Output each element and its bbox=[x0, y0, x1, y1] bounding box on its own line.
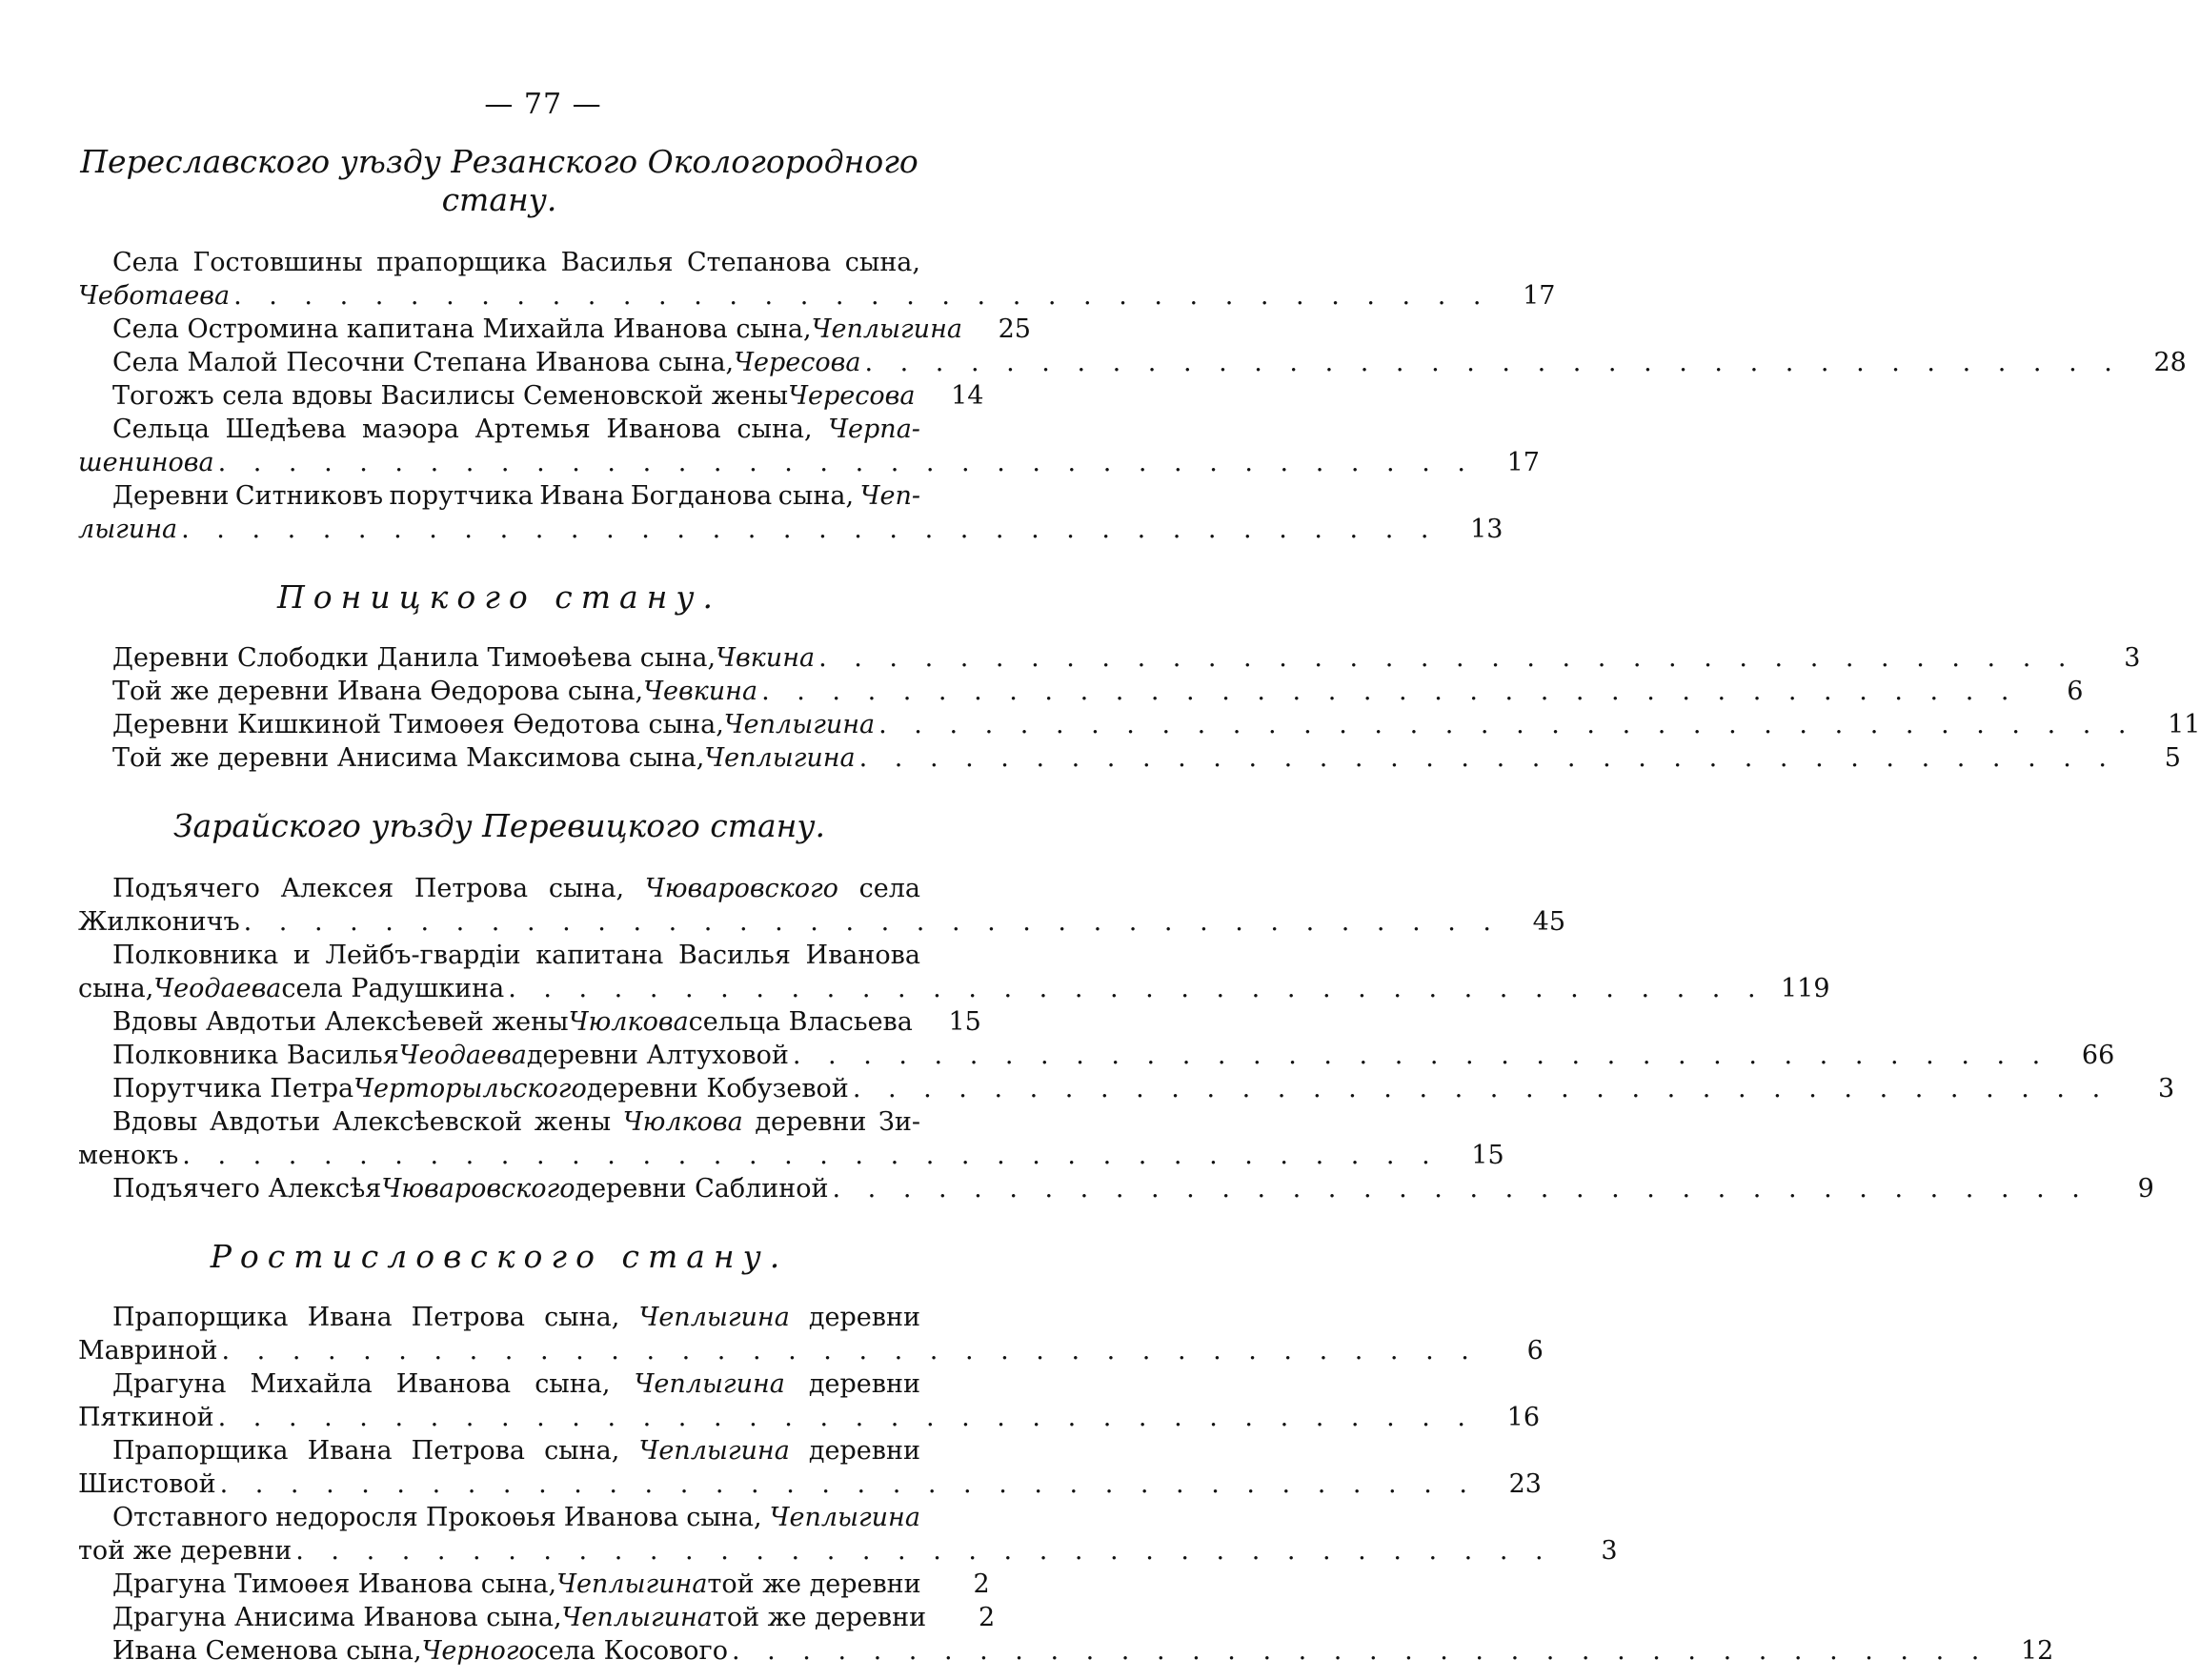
entry-count: 6 bbox=[2067, 677, 2084, 706]
place-text: деревни Алтуховой bbox=[526, 1041, 789, 1070]
entry-text bbox=[112, 379, 915, 413]
list-entry bbox=[78, 872, 1565, 939]
entry-count: 2 bbox=[978, 1603, 996, 1632]
list-entry bbox=[78, 708, 2200, 741]
entry-line bbox=[78, 479, 920, 513]
word: и bbox=[293, 941, 311, 970]
dot-leader: . . . . . . . . . . . . . . . . . . . . . . . . . . . . . . . . . . . . bbox=[852, 1074, 2110, 1103]
surname: Чевкина bbox=[643, 677, 758, 706]
word: Подъячего bbox=[112, 874, 260, 903]
plain-text: Жилконичъ bbox=[78, 907, 240, 937]
entry-text bbox=[112, 641, 815, 675]
word: маэора bbox=[362, 415, 459, 444]
plain-text: Тогожъ села вдовы Василисы Семеновской жены bbox=[112, 381, 789, 411]
dot-leader: . . . . . . . . . . . . . . . . . . . . . . . . . . . . . . . . . . . . bbox=[233, 281, 1491, 311]
surname: Чеодаева bbox=[398, 1041, 527, 1070]
entry-line bbox=[78, 1467, 1542, 1501]
entry-text bbox=[112, 1501, 920, 1534]
dot-leader: . . . . . . . . . . . . . . . . . . . . . . . . . . . . . . . . . . . . bbox=[864, 348, 2122, 377]
entry-count: 13 bbox=[1470, 515, 1504, 544]
list-entry bbox=[78, 1301, 1544, 1367]
dot-leader: . . . . . . . . . . . . . . . . . . . . . . . . . . . . . . . . . . . . bbox=[878, 710, 2136, 739]
entry-text bbox=[112, 246, 920, 279]
surname: Черного bbox=[421, 1636, 535, 1666]
plain-text: Подъячего Алексѣя bbox=[112, 1174, 382, 1204]
word: сына, bbox=[548, 874, 625, 903]
entry-text bbox=[112, 1105, 920, 1139]
word: Ситниковъ bbox=[234, 481, 384, 511]
word: порутчика bbox=[389, 481, 534, 511]
surname: Черторыльского bbox=[353, 1074, 587, 1103]
plain-text: Той же деревни Анисима Максимова сына, bbox=[112, 743, 705, 773]
entry-text bbox=[78, 1401, 214, 1434]
entry-line bbox=[78, 905, 1565, 939]
list-entry bbox=[78, 641, 2141, 675]
entry-count: 45 bbox=[1532, 907, 1565, 937]
word: капитана bbox=[535, 941, 664, 970]
entry-text bbox=[112, 708, 875, 741]
entry-count: 3 bbox=[2157, 1074, 2175, 1103]
entry-text bbox=[112, 1072, 849, 1105]
entry-count: 15 bbox=[1471, 1141, 1504, 1170]
word: Ивана bbox=[307, 1303, 393, 1332]
entry-text bbox=[112, 939, 920, 972]
entry-line bbox=[78, 413, 920, 446]
entry-line bbox=[78, 1105, 920, 1139]
entry-line bbox=[78, 1434, 920, 1467]
entry-line bbox=[78, 1568, 990, 1601]
word: Прапорщика bbox=[112, 1436, 289, 1466]
entry-text bbox=[78, 513, 177, 546]
place-text: той же деревни bbox=[707, 1569, 921, 1599]
list-entry bbox=[78, 313, 1031, 346]
entry-line bbox=[78, 1401, 1540, 1434]
entry-count: 5 bbox=[2164, 743, 2181, 773]
list-entry bbox=[78, 1634, 2054, 1668]
entry-text bbox=[112, 1601, 926, 1634]
word: Лейбъ-гвардіи bbox=[325, 941, 521, 970]
word: Черпа- bbox=[828, 415, 920, 444]
entry-line bbox=[78, 246, 920, 279]
surname: Чересова bbox=[734, 348, 861, 377]
entry-count: 119 bbox=[1781, 974, 1830, 1003]
entry-line bbox=[78, 972, 1830, 1005]
surname: Чеплыгина bbox=[556, 1569, 708, 1599]
word: Алексея bbox=[280, 874, 394, 903]
entry-text bbox=[112, 1172, 829, 1205]
word: Авдотьи bbox=[210, 1107, 321, 1137]
dot-leader: . . . . . . . . . . . . . . . . . . . . . . . . . . . . . . . . . . . . bbox=[243, 907, 1501, 937]
entry-count: 11 bbox=[2168, 710, 2200, 739]
list-entry bbox=[78, 1434, 1542, 1501]
surname: Чеодаева bbox=[153, 974, 282, 1003]
surname: лыгина bbox=[78, 515, 178, 544]
entry-line bbox=[78, 379, 984, 413]
word: Степанова bbox=[687, 248, 832, 277]
plain-text: Драгуна Тимоѳея Иванова сына, bbox=[112, 1569, 557, 1599]
place-text: села Косового bbox=[534, 1636, 728, 1666]
word: деревни bbox=[808, 1303, 920, 1332]
word: Деревни bbox=[112, 481, 230, 511]
word: Петрова bbox=[411, 1303, 525, 1332]
entry-text bbox=[112, 872, 920, 905]
dot-leader: . . . . . . . . . . . . . . . . . . . . . . . . . . . . . . . . . . . . bbox=[731, 1636, 1989, 1666]
entry-text bbox=[78, 1467, 216, 1501]
list-entry bbox=[78, 1501, 1618, 1568]
entry-text bbox=[78, 1139, 178, 1172]
entry-line bbox=[78, 675, 2084, 708]
entry-line bbox=[78, 1005, 981, 1039]
word: Сельца bbox=[112, 415, 210, 444]
entry-text bbox=[78, 972, 504, 1005]
entry-text bbox=[112, 313, 962, 346]
word: Прапорщика bbox=[112, 1303, 289, 1332]
entry-line bbox=[78, 1601, 996, 1634]
entry-count: 2 bbox=[973, 1569, 990, 1599]
plain-text: Драгуна Анисима Иванова сына, bbox=[112, 1603, 562, 1632]
section bbox=[78, 578, 2200, 775]
entry-line bbox=[78, 513, 1504, 546]
word: Драгуна bbox=[112, 1369, 227, 1399]
entry-line bbox=[78, 346, 2187, 379]
section-heading: Зарайского уѣзду Перевицкого стану. bbox=[172, 807, 826, 844]
surname: шенинова bbox=[78, 448, 214, 477]
plain-text: Деревни Кишкиной Тимоѳея Ѳедотова сына, bbox=[112, 710, 724, 739]
entry-text bbox=[112, 1367, 920, 1401]
entry-line bbox=[78, 1367, 920, 1401]
entry-text bbox=[112, 1568, 921, 1601]
dot-leader: . . . . . . . . . . . . . . . . . . . . . . . . . . . . . . . . . . . . bbox=[221, 1336, 1479, 1366]
surname: Чеплыгина bbox=[561, 1603, 713, 1632]
plain-text: Села Остромина капитана Михайла Иванова сына, bbox=[112, 314, 812, 344]
plain-text: Той же деревни Ивана Ѳедорова сына, bbox=[112, 677, 644, 706]
word: сына, bbox=[844, 248, 920, 277]
list-entry bbox=[78, 413, 1540, 479]
entry-line bbox=[78, 1172, 2154, 1205]
list-entry bbox=[78, 741, 2181, 775]
place-text: той же деревни bbox=[712, 1603, 927, 1632]
entry-line bbox=[78, 1139, 1504, 1172]
word: Артемья bbox=[474, 415, 591, 444]
word: Шедѣева bbox=[225, 415, 347, 444]
word: села bbox=[858, 874, 920, 903]
entry-count: 9 bbox=[2137, 1174, 2154, 1204]
word: недоросля bbox=[275, 1503, 418, 1532]
entry-text bbox=[112, 675, 757, 708]
plain-text: Села Малой Песочни Степана Иванова сына, bbox=[112, 348, 735, 377]
plain-text: Шистовой bbox=[78, 1469, 216, 1499]
plain-text: Полковника Василья bbox=[112, 1041, 399, 1070]
surname: Чеплыгина bbox=[704, 743, 856, 773]
dot-leader: . . . . . . . . . . . . . . . . . . . . . . . . . . . . . . . . . . . . bbox=[508, 974, 1766, 1003]
place-text: деревни Кобузевой bbox=[586, 1074, 849, 1103]
surname: Чересова bbox=[788, 381, 916, 411]
entry-count: 3 bbox=[1601, 1536, 1618, 1566]
word: Полковника bbox=[112, 941, 279, 970]
dot-leader: . . . . . . . . . . . . . . . . . . . . . . . . . . . . . . . . . . . . bbox=[832, 1174, 2089, 1204]
plain-text: Порутчика Петра bbox=[112, 1074, 354, 1103]
entry-line bbox=[78, 313, 1031, 346]
dot-leader: . . . . . . . . . . . . . . . . . . . . . . . . . . . . . . . . . . . . bbox=[858, 743, 2116, 773]
list-entry bbox=[78, 1172, 2154, 1205]
word: Прокоѳья bbox=[425, 1503, 556, 1532]
section bbox=[78, 807, 2175, 1205]
entry-text bbox=[112, 479, 920, 513]
entry-text bbox=[78, 905, 240, 939]
entry-line bbox=[78, 446, 1540, 479]
word: Алексѣевской bbox=[332, 1107, 523, 1137]
entry-text bbox=[78, 1334, 217, 1367]
list-entry bbox=[78, 379, 984, 413]
entry-line bbox=[78, 741, 2181, 775]
list-entry bbox=[78, 1039, 2115, 1072]
word: Чеплыгина bbox=[634, 1369, 785, 1399]
word: Отставного bbox=[112, 1503, 269, 1532]
list-entry bbox=[78, 939, 1830, 1005]
word: Петрова bbox=[411, 1436, 525, 1466]
entry-count: 12 bbox=[2020, 1636, 2054, 1666]
entry-line bbox=[78, 1534, 1618, 1568]
word: Богданова bbox=[630, 481, 773, 511]
dot-leader: . . . . . . . . . . . . . . . . . . . . . . . . . . . . . . . . . . . . bbox=[818, 643, 2076, 673]
entry-text bbox=[112, 1039, 789, 1072]
plain-text: менокъ bbox=[78, 1141, 179, 1170]
list-entry bbox=[78, 1072, 2175, 1105]
surname: Чюлкова bbox=[568, 1007, 689, 1037]
plain-text: Мавриной bbox=[78, 1336, 218, 1366]
word: Иванова bbox=[805, 941, 920, 970]
list-entry bbox=[78, 346, 2187, 379]
place-text: села Радушкина bbox=[281, 974, 505, 1003]
section bbox=[78, 1238, 2054, 1668]
entry-count: 25 bbox=[998, 314, 1031, 344]
word: Гостовшины bbox=[192, 248, 363, 277]
word: Зи- bbox=[878, 1107, 920, 1137]
entry-count: 23 bbox=[1508, 1469, 1542, 1499]
word: Ивана bbox=[539, 481, 625, 511]
surname: Чеплыгина bbox=[723, 710, 876, 739]
entry-text bbox=[78, 279, 230, 313]
section-heading: Ростисловского стану. bbox=[210, 1238, 789, 1275]
word: Вдовы bbox=[112, 1107, 198, 1137]
word: Чеплыгина bbox=[638, 1436, 790, 1466]
entry-count: 17 bbox=[1523, 281, 1556, 311]
word: сына, bbox=[544, 1436, 620, 1466]
entry-line bbox=[78, 641, 2141, 675]
word: деревни bbox=[808, 1369, 920, 1399]
word: Чюваровского bbox=[644, 874, 838, 903]
entry-line bbox=[78, 1501, 920, 1534]
entry-text bbox=[112, 413, 920, 446]
entry-count: 16 bbox=[1506, 1403, 1540, 1432]
word: сына, bbox=[535, 1369, 611, 1399]
entry-count: 15 bbox=[948, 1007, 981, 1037]
entry-line bbox=[78, 872, 920, 905]
plain-text: Пяткиной bbox=[78, 1403, 214, 1432]
word: Чеплыгина bbox=[638, 1303, 790, 1332]
entry-text bbox=[78, 1534, 292, 1568]
plain-text: Деревни Слободки Данила Тимоѳѣева сына, bbox=[112, 643, 717, 673]
word: Села bbox=[112, 248, 179, 277]
entry-text bbox=[112, 1634, 728, 1668]
word: Иванова bbox=[563, 1503, 679, 1532]
text-column bbox=[78, 143, 2200, 1668]
entry-line bbox=[78, 1072, 2175, 1105]
word: Чеп- bbox=[859, 481, 920, 511]
word: Петрова bbox=[414, 874, 529, 903]
list-entry bbox=[78, 1105, 1504, 1172]
plain-text: Вдовы Авдотьи Алексѣевей жены bbox=[112, 1007, 569, 1037]
section-heading: Поницкого стану. bbox=[276, 578, 722, 616]
dot-leader: . . . . . . . . . . . . . . . . . . . . . . . . . . . . . . . . . . . . bbox=[217, 448, 1475, 477]
word: деревни bbox=[808, 1436, 920, 1466]
entry-count: 6 bbox=[1526, 1336, 1544, 1366]
word: сына, bbox=[737, 415, 813, 444]
entry-line bbox=[78, 1301, 920, 1334]
entry-line bbox=[78, 1334, 1544, 1367]
section-heading: Переславского уѣзду Резанского Окологородного стану. bbox=[80, 143, 918, 218]
place-text: сельца Власьева bbox=[688, 1007, 913, 1037]
surname: Чвкина bbox=[716, 643, 816, 673]
word: сына, bbox=[777, 481, 855, 511]
plain-text: сына, bbox=[78, 974, 154, 1003]
list-entry bbox=[78, 1367, 1540, 1434]
entry-text bbox=[112, 1005, 913, 1039]
dot-leader: . . . . . . . . . . . . . . . . . . . . . . . . . . . . . . . . . . . . bbox=[181, 515, 1439, 544]
dot-leader: . . . . . . . . . . . . . . . . . . . . . . . . . . . . . . . . . . . . bbox=[792, 1041, 2050, 1070]
word: Василья bbox=[560, 248, 674, 277]
surname: Чюваровского bbox=[381, 1174, 575, 1204]
entry-count: 28 bbox=[2153, 348, 2187, 377]
plain-text: той же деревни bbox=[78, 1536, 293, 1566]
list-entry bbox=[78, 1601, 996, 1634]
dot-leader: . . . . . . . . . . . . . . . . . . . . . . . . . . . . . . . . . . . . bbox=[219, 1469, 1477, 1499]
word: Иванова bbox=[395, 1369, 512, 1399]
word: деревни bbox=[755, 1107, 867, 1137]
entry-text bbox=[112, 741, 856, 775]
entry-count: 3 bbox=[2124, 643, 2141, 673]
dot-leader: . . . . . . . . . . . . . . . . . . . . . . . . . . . . . . . . . . . . bbox=[295, 1536, 1553, 1566]
entry-line bbox=[78, 939, 920, 972]
word: Чеплыгина bbox=[769, 1503, 920, 1532]
word: Ивана bbox=[307, 1436, 393, 1466]
word: Михайла bbox=[250, 1369, 373, 1399]
dot-leader: . . . . . . . . . . . . . . . . . . . . . . . . . . . . . . . . . . . . bbox=[761, 677, 2019, 706]
place-text: деревни Саблиной bbox=[575, 1174, 829, 1204]
list-entry bbox=[78, 479, 1504, 546]
entry-line bbox=[78, 1039, 2115, 1072]
plain-text: Ивана Семенова сына, bbox=[112, 1636, 422, 1666]
entry-count: 66 bbox=[2081, 1041, 2115, 1070]
entry-count: 14 bbox=[951, 381, 984, 411]
entry-line bbox=[78, 279, 1556, 313]
entry-text bbox=[112, 1301, 920, 1334]
word: сына, bbox=[544, 1303, 620, 1332]
list-entry bbox=[78, 246, 1556, 313]
dot-leader: . . . . . . . . . . . . . . . . . . . . . . . . . . . . . . . . . . . . bbox=[217, 1403, 1475, 1432]
entry-count: 17 bbox=[1506, 448, 1540, 477]
word: сына, bbox=[686, 1503, 762, 1532]
word: Чюлкова bbox=[622, 1107, 743, 1137]
surname: Чеботаева bbox=[78, 281, 231, 311]
page-number: — 77 — bbox=[484, 88, 602, 121]
surname: Чеплыгина bbox=[811, 314, 962, 344]
entry-line bbox=[78, 1634, 2054, 1668]
dot-leader: . . . . . . . . . . . . . . . . . . . . . . . . . . . . . . . . . . . . bbox=[182, 1141, 1440, 1170]
entry-text bbox=[78, 446, 214, 479]
word: Василья bbox=[677, 941, 791, 970]
entry-text bbox=[112, 346, 860, 379]
word: жены bbox=[534, 1107, 612, 1137]
list-entry bbox=[78, 675, 2084, 708]
list-entry bbox=[78, 1568, 990, 1601]
word: прапорщика bbox=[376, 248, 548, 277]
word: Иванова bbox=[606, 415, 721, 444]
section bbox=[78, 143, 2187, 546]
entry-line bbox=[78, 708, 2200, 741]
list-entry bbox=[78, 1005, 981, 1039]
entry-text bbox=[112, 1434, 920, 1467]
